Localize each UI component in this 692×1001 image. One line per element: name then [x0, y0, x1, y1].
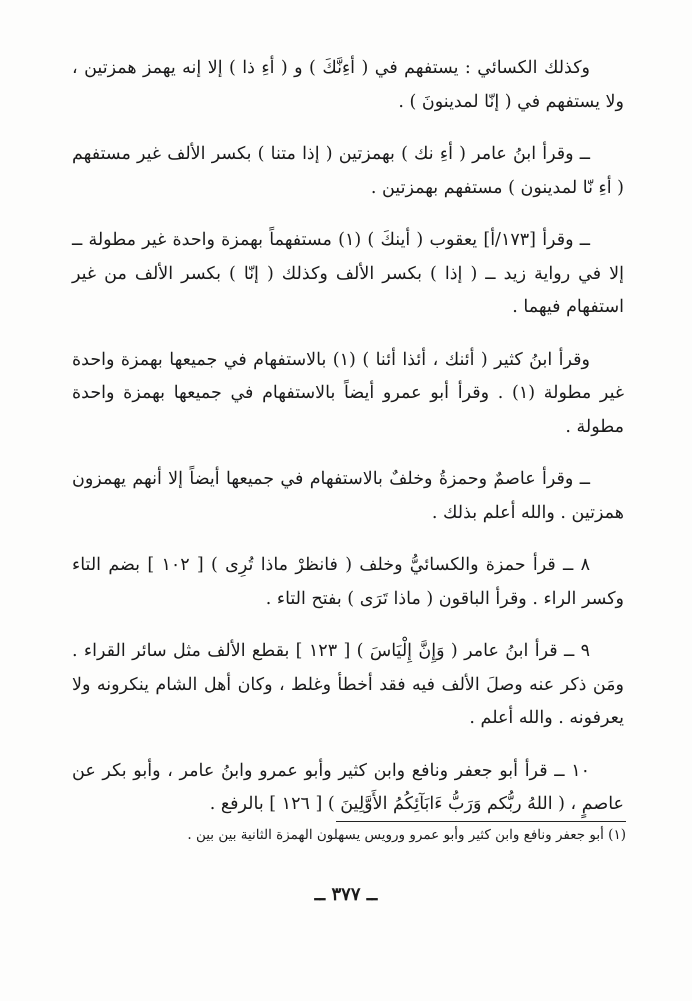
footnote-divider [336, 821, 626, 822]
paragraph-1: وكذلك الكسائي : يستفهم في ( أءِنَّكَ ) و ( أءِ ذا ) إلا إنه يهمز همزتين ، ولا يستفهم في ( إنّا لمدينونَ ) . [72, 58, 624, 112]
paragraph-7: ٩ ــ قرأ ابنُ عامر ( وَإِنَّ إِلْيَاسَ ) [ ١٢٣ ] بقطع الألف مثل سائر القراء . ومَن ذكر عنه وصلَ الألف فيه فقد أخطأ وغلط ، وكان أهل الشام ينكرونه ولا يعرفونه . والله أعلم . [72, 641, 624, 728]
main-text [72, 52, 624, 841]
paragraph-5: ــ وقرأ عاصمٌ وحمزةُ وخلفٌ بالاستفهام في جميعها أيضاً إلا أنهم يهمزون همزتين . والله أعلم بذلك . [72, 469, 624, 523]
paragraph-6: ٨ ــ قرأ حمزة والكسائيُّ وخلف ( فانظرْ ماذا تُرِى ) [ ١٠٢ ] بضم التاء وكسر الراء . وقرأ الباقون ( ماذا تَرَى ) بفتح التاء . [72, 555, 624, 609]
paragraph-3: ــ وقرأ [١٧٣/أ] يعقوب ( أينكَ ) (١) مستفهماً بهمزة واحدة غير مطولة ــ إلا في رواية زيد ــ ( إذا ) بكسر الألف وكذلك ( إنّا ) بكسر الألف من غير استفهام فيهما . [72, 230, 624, 317]
footnote: (١) أبو جعفر ونافع وابن كثير وأبو عمرو ورويس يسهلون الهمزة الثانية بين بين . [187, 827, 626, 843]
paragraph-8: ١٠ ــ قرأ أبو جعفر ونافع وابن كثير وأبو عمرو وابنُ عامر ، وأبو بكر عن عاصمٍ ، ( اللهُ ربُّكم وَرَبُّ ءَابَآئِكُمُ الأَوَّلِينَ ) [ ١٢٦ ] بالرفع . [72, 760, 624, 814]
page-number: ــ ٣٧٧ ــ [314, 884, 378, 905]
paragraph-2: ــ وقرأ ابنُ عامر ( أءِ نك ) بهمزتين ( إذا متنا ) بكسر الألف غير مستفهم ( أءِ نّا لمدينون ) مستفهم بهمزتين . [72, 144, 624, 198]
paragraph-4: وقرأ ابنُ كثير ( أئنك ، أئذا أئنا ) (١) بالاستفهام في جميعها بهمزة واحدة غير مطولة (١) . وقرأ أبو عمرو أيضاً بالاستفهام في جميعها بهمزة واحدة مطولة . [72, 349, 624, 437]
